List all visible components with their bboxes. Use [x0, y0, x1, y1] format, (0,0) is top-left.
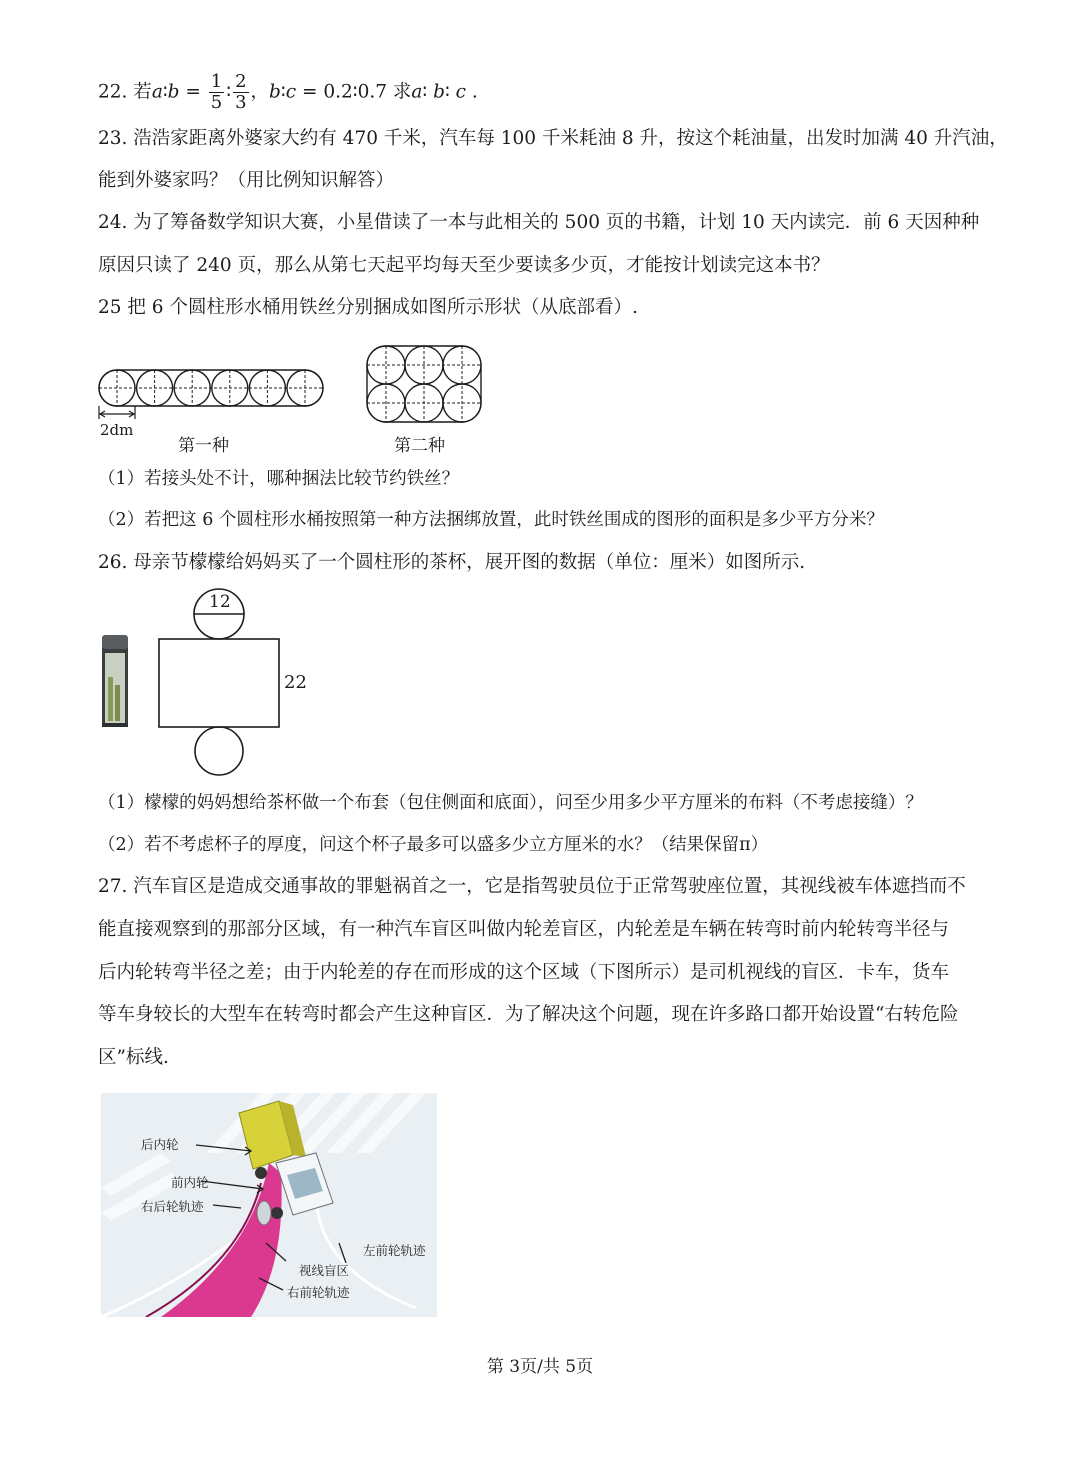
q22-frac2-num: 2	[235, 71, 247, 92]
q22-frac2-den: 3	[235, 92, 247, 113]
question-27-line-5: 区”标线.	[98, 1047, 169, 1068]
question-27-line-1: 27. 汽车盲区是造成交通事故的罪魁祸首之一，它是指驾驶员位于正常驾驶座位置，其视线被车体遮挡而不	[98, 876, 966, 897]
question-27-line-4: 等车身较长的大型车在转弯时都会产生这种盲区．为了解决这个问题，现在许多路口都开始设置“右转危险	[98, 1004, 959, 1025]
q22-frac1-den: 5	[210, 92, 223, 113]
q22-tail-a: a	[411, 81, 423, 103]
question-27-line-3: 后内轮转弯半径之差；由于内轮差的存在而形成的这个区域（下图所示）是司机视线的盲区．卡车，货车	[98, 962, 950, 983]
q22-equals: =	[179, 81, 207, 103]
q22-tail-b: b	[433, 81, 445, 103]
label-blind-zone: 视线盲区	[299, 1263, 350, 1278]
question-26-sub-2: （2）若不考虑杯子的厚度，问这个杯子最多可以盛多少立方厘米的水？（结果保留π）	[98, 835, 769, 855]
q22-tail-c: c	[455, 81, 467, 103]
q22-colon: ∶	[162, 81, 168, 103]
label-left-front-track: 左前轮轨迹	[363, 1243, 426, 1258]
label-front-inner-wheel: 前内轮	[171, 1175, 209, 1190]
q22-prefix: 22. 若	[98, 81, 152, 103]
diameter-label: 12	[209, 592, 231, 612]
q22-fraction-2	[233, 72, 248, 113]
q22-var-c: c	[285, 81, 297, 103]
label-right-rear-track: 右后轮轨迹	[141, 1199, 204, 1214]
q22-fraction-1	[209, 72, 224, 113]
question-26-line-1: 26. 母亲节檬檬给妈妈买了一个圆柱形的茶杯，展开图的数据（单位：厘米）如图所示.	[98, 552, 806, 573]
question-27-line-2: 能直接观察到的那部分区域，有一种汽车盲区叫做内轮差盲区，内轮差是车辆在转弯时前内轮转弯半径与	[98, 919, 950, 940]
height-label: 22	[284, 672, 307, 693]
caption-method-1: 第一种	[178, 436, 229, 456]
label-rear-inner-wheel: 后内轮	[141, 1137, 179, 1152]
question-25-line-1: 25 把 6 个圆柱形水桶用铁丝分别捆成如图所示形状（从底部看）.	[98, 297, 638, 318]
q22-var-b2: b	[269, 81, 281, 103]
dimension-label: 2dm	[100, 421, 134, 439]
page-number: 第 3页/共 5页	[486, 1357, 594, 1377]
q22-ratio-sep: ∶	[226, 81, 232, 103]
q22-var-a: a	[151, 81, 163, 103]
question-24-line-2: 原因只读了 240 页，那么从第七天起平均每天至少要读多少页，才能按计划读完这本书？	[98, 255, 830, 276]
q22-comma: ，	[250, 81, 270, 103]
question-23-line-1: 23. 浩浩家距离外婆家大约有 470 千米，汽车每 100 千米耗油 8 升，按这个耗油量，出发时加满 40 升汽油，	[98, 128, 1008, 149]
question-24-line-1: 24. 为了筹备数学知识大赛，小星借读了一本与此相关的 500 页的书籍，计划 10 天内读完．前 6 天因种种	[98, 212, 980, 233]
truck-blind-zone-image	[101, 1093, 437, 1317]
label-right-front-track: 右前轮轨迹	[287, 1285, 350, 1300]
question-25-sub-2: （2）若把这 6 个圆柱形水桶按照第一种方法捆绑放置，此时铁丝围成的图形的面积是多少平方分米？	[98, 510, 884, 530]
question-23-line-2: 能到外婆家吗？（用比例知识解答）	[98, 170, 395, 191]
q22-end: .	[466, 81, 478, 103]
q22-frac1-num: 1	[210, 71, 223, 92]
q22-colon-2: ∶	[280, 81, 286, 103]
lateral-rectangle	[159, 639, 279, 727]
q22-tail-sep2: ∶	[444, 81, 456, 103]
bottom-base-circle	[195, 727, 243, 775]
question-26-sub-1: （1）檬檬的妈妈想给茶杯做一个布套（包住侧面和底面），问至少用多少平方厘米的布料（不考虑接缝）？	[98, 793, 923, 813]
q22-equation-2: = 0.2∶0.7 求	[296, 81, 412, 103]
tea-cup-photo	[102, 635, 128, 727]
question-25-sub-1: （1）若接头处不计，哪种捆法比较节约铁丝？	[98, 469, 460, 489]
caption-method-2: 第二种	[394, 436, 445, 456]
bundle-figure-2	[360, 340, 490, 430]
q22-tail-sep1: ∶	[422, 81, 434, 103]
q22-var-b: b	[167, 81, 180, 103]
question-22	[98, 72, 478, 113]
